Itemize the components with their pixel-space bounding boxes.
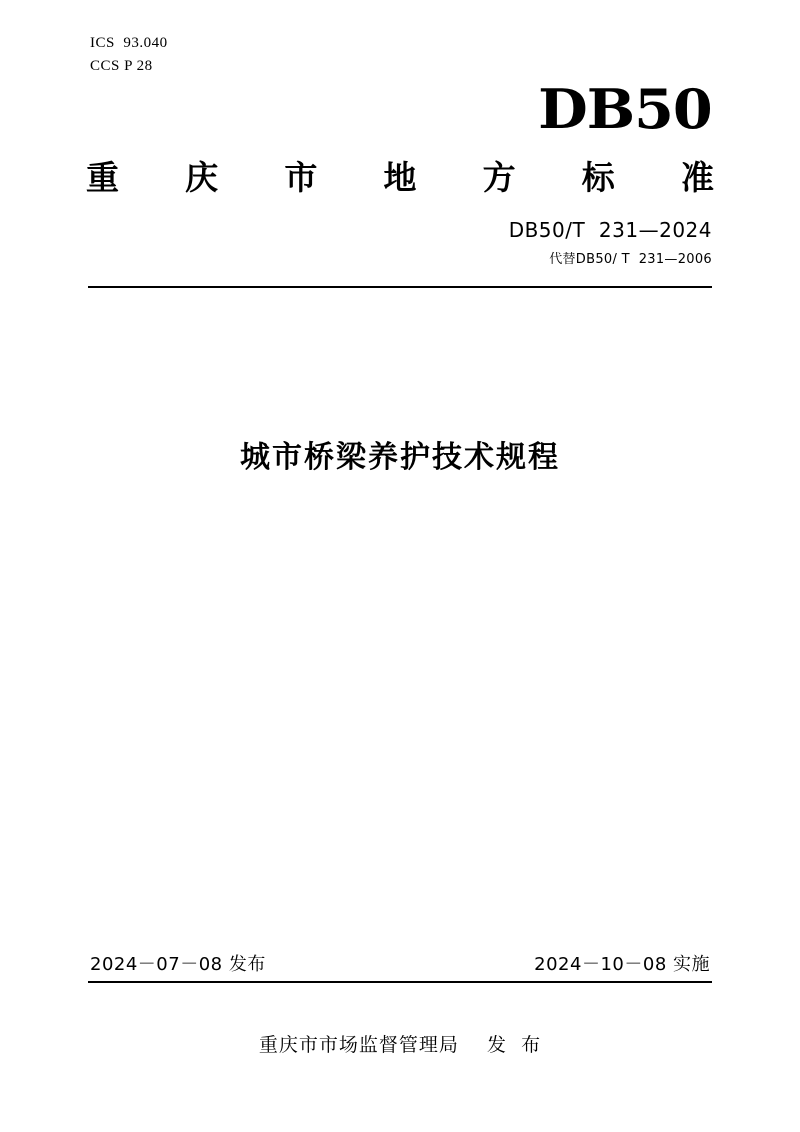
ccs-code: CCS P 28 [90, 57, 153, 74]
title-char-6: 准 [680, 158, 714, 197]
title-char-5: 标 [581, 158, 615, 197]
title-char-0: 重 [86, 158, 119, 197]
document-title: 城市桥梁养护技术规程 [240, 440, 560, 475]
db50-logo: DB50 [538, 77, 712, 141]
standard-number-block [509, 218, 712, 267]
ics-code: ICS 93.040 [90, 35, 168, 51]
standard-number: DB50/T 231—2024 [508, 218, 712, 242]
title-char-2: 市 [284, 158, 318, 197]
title-char-4: 方 [482, 158, 516, 197]
replaced-standard: 代替DB50/ T 231—2006 [549, 252, 712, 267]
issuing-authority: 重庆市市场监督管理局 发 布 [258, 1034, 542, 1056]
header-divider [88, 286, 712, 288]
standard-title [86, 152, 714, 199]
footer-divider [88, 981, 712, 983]
classification-codes [90, 32, 168, 77]
title-char-1: 庆 [185, 158, 219, 197]
effective-date: 2024－10－08 实施 [534, 954, 710, 975]
issue-date: 2024－07－08 发布 [90, 954, 266, 975]
title-char-3: 地 [383, 158, 417, 197]
date-row [90, 950, 710, 976]
